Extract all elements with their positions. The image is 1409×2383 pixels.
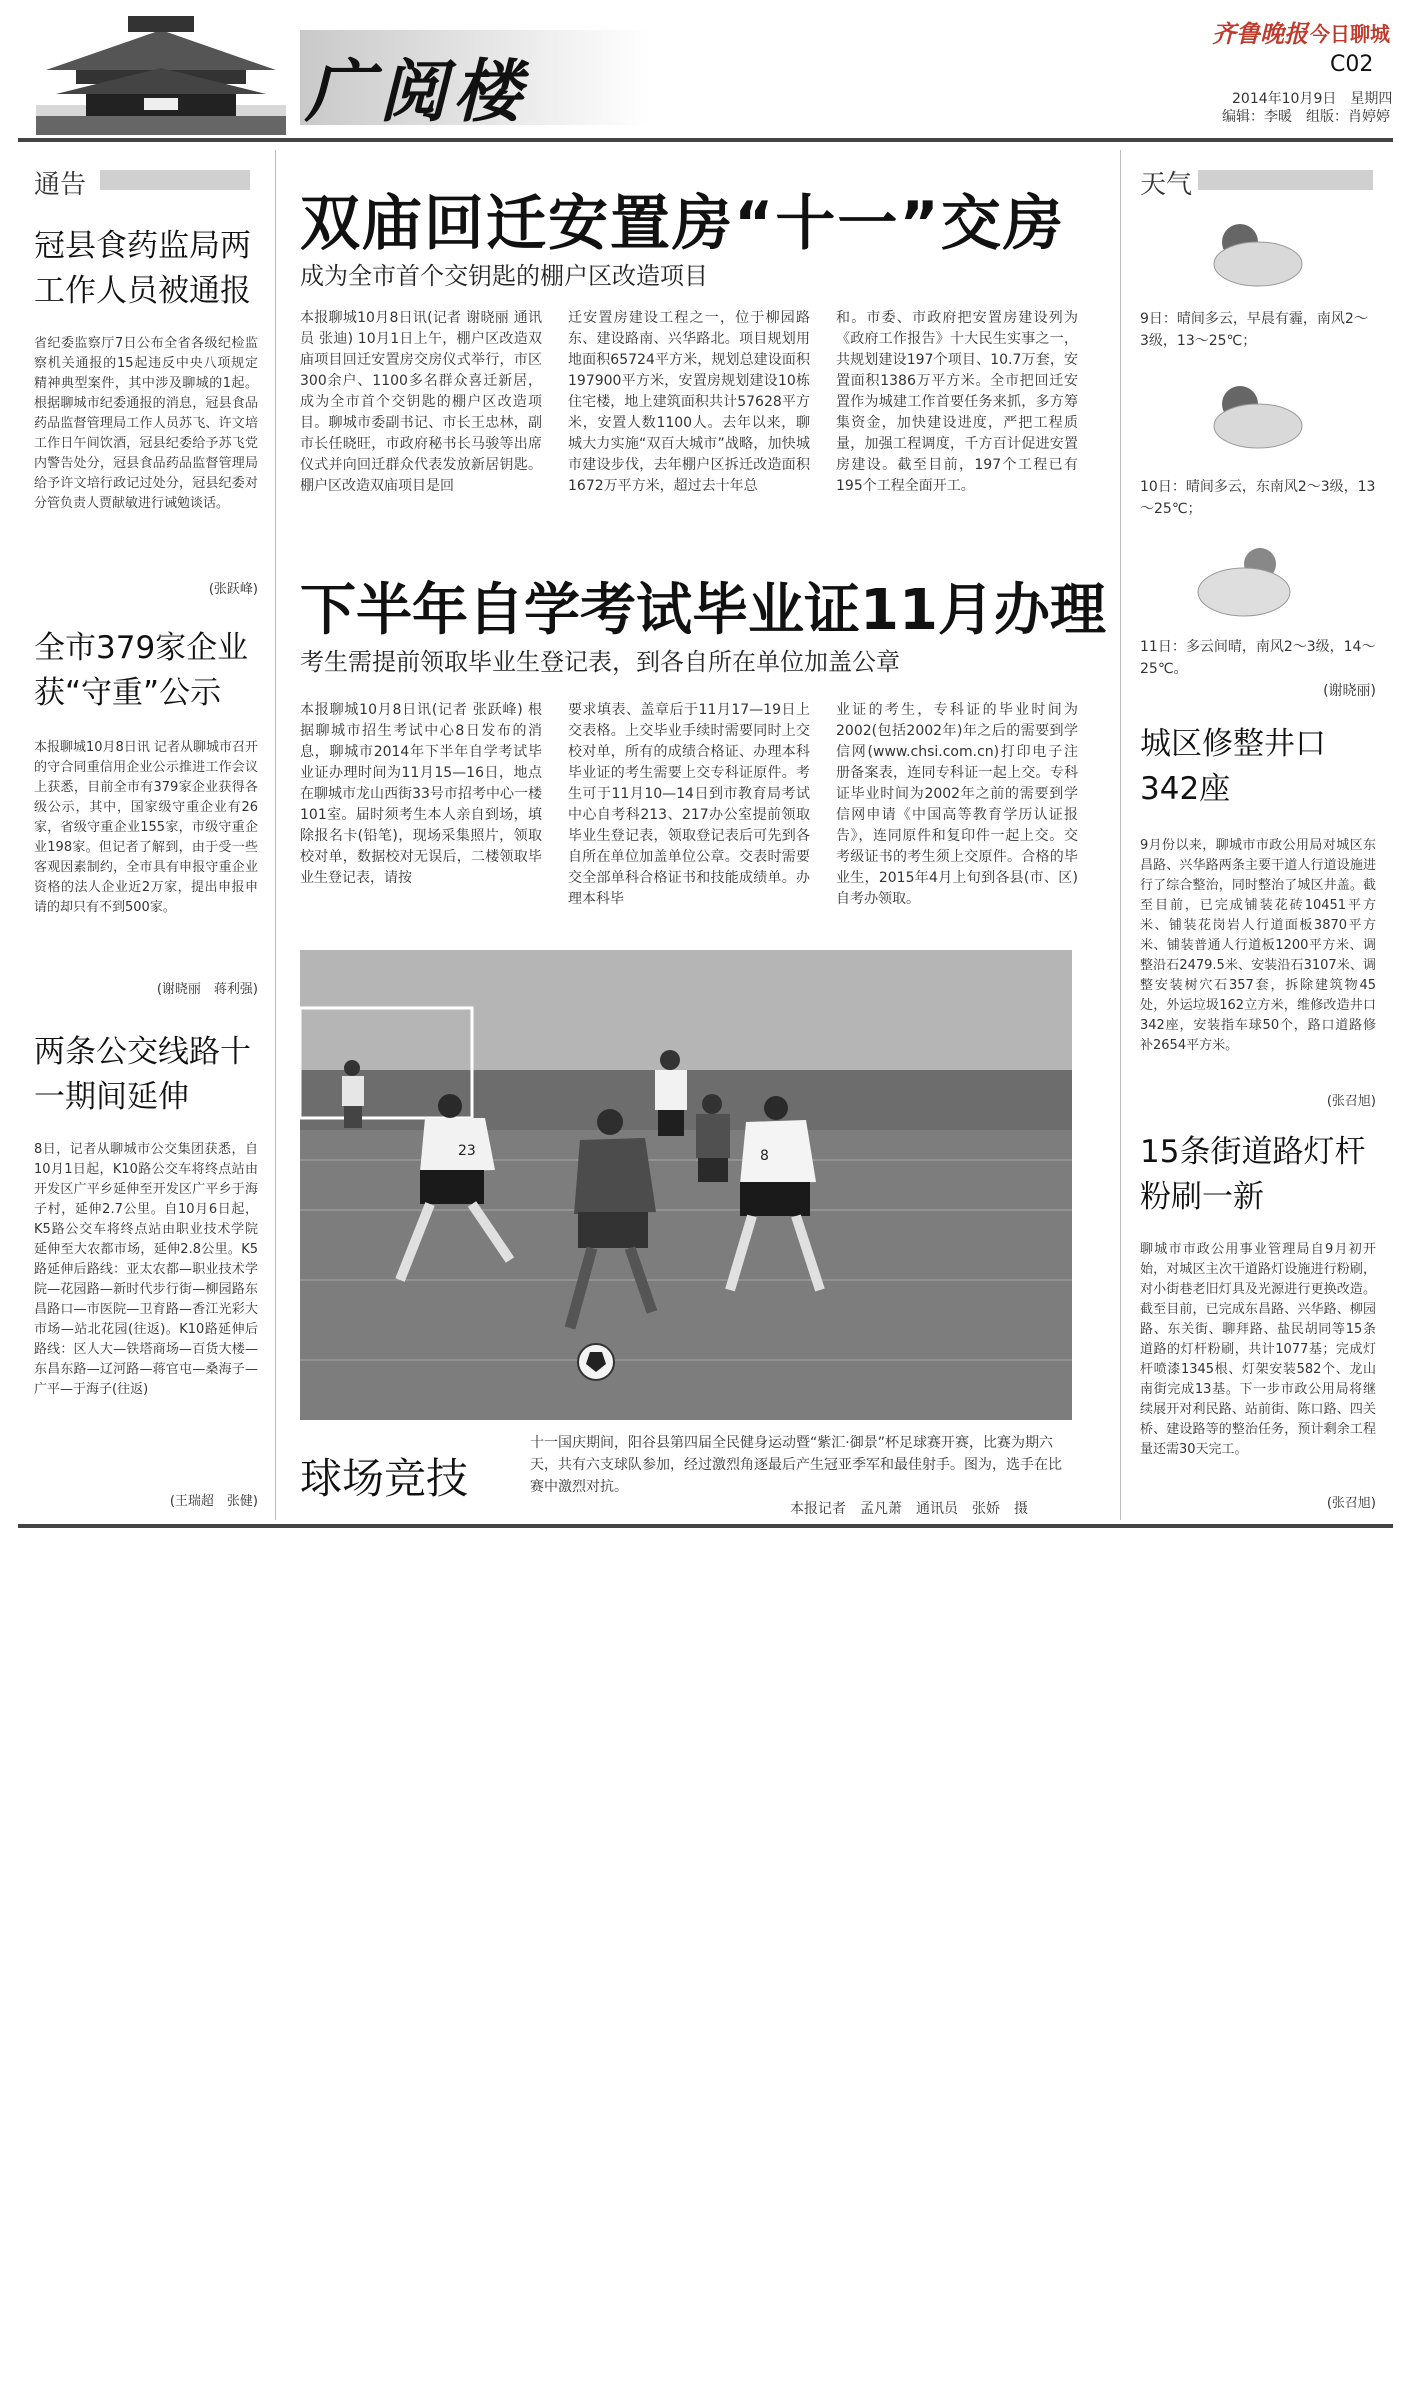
masthead <box>0 0 1409 150</box>
label-bar <box>1198 170 1373 190</box>
bottom-rule <box>18 1524 1393 1528</box>
article-column: 迁安置房建设工程之一，位于柳园路东、建设路南、兴华路北。项目规划用地面积65724平方米，规划总建设面积197900平方米，安置房规划建设10栋住宅楼，地上建筑面积共计57628平方米，安置人数1100人。去年以来，聊城大力实施“双百大城市”战略，加快城市建设步伐，去年棚户区拆迁改造面积1672万平方米，超过去十年总 <box>568 310 810 494</box>
top-rule <box>18 138 1393 142</box>
weather-forecast: 9日：晴间多云，早晨有霾，南风2～3级，13～25℃； <box>1140 311 1368 349</box>
article-body: 9月份以来，聊城市市政公用局对城区东昌路、兴华路两条主要干道人行道设施进行了综合整治，同时整治了城区井盖。截至目前，已完成铺装花砖10451平方米、铺装花岗岩人行道面板3870平方米、铺装普通人行道板1200平方米、调整沿石2479.5米、安装沿石3107米、调整安装树穴石357套，拆除建筑物45处，外运垃圾162立方米，维修改造井口342座，安装指车球50个，路口道路修补2654平方米。 <box>1140 838 1376 1053</box>
photo-caption: 十一国庆期间，阳谷县第四届全民健身运动暨“紫汇·御景”杯足球赛开赛，比赛为期六天，共有六支球队参加，经过激烈角逐最后产生冠亚季军和最佳射手。图为，选手在比赛中激烈对抗。 <box>530 1435 1062 1495</box>
headline: 下半年自学考试毕业证11月办理 <box>300 578 1106 643</box>
section-name: 今日聊城 <box>1310 22 1390 46</box>
page-number: C02 <box>1330 52 1374 77</box>
article-byline: (谢晓丽 蒋利强) <box>156 982 258 997</box>
article-column: 本报聊城10月8日讯(记者 谢晓丽 通讯员 张迪) 10月1日上午，棚户区改造双庙项目回迁安置房交房仪式举行，市区300余户、1100多名群众喜迁新居，成为全市首个交钥匙的棚户区改造项目。聊城市委副书记、市长王忠林，副市长任晓旺，市政府秘书长马骏等出席仪式并向回迁群众代表发放新居钥匙。棚户区改造双庙项目是回 <box>300 310 542 494</box>
partly-cloudy-icon <box>1190 374 1310 454</box>
article-body: 省纪委监察厅7日公布全省各级纪检监察机关通报的15起违反中央八项规定精神典型案件，其中涉及聊城的1起。根据聊城市纪委通报的消息，冠县食品药品监督管理局工作人员苏飞、许文培工作日午间饮酒，冠县纪委给予苏飞党内警告处分，冠县食品药品监督管理局给予许文培行政记过处分，冠县纪委对分管负责人贾献敏进行诫勉谈话。 <box>34 336 258 511</box>
right-column-label: 天气 <box>1140 170 1193 200</box>
article-byline: (张跃峰) <box>208 582 258 597</box>
photo-credit: 本报记者 孟凡萧 通讯员 张娇 摄 <box>790 1501 1028 1517</box>
article-column: 业证的考生，专科证的毕业时间为2002(包括2002年)年之后的需要到学信网(www.chsi.com.cn)打印电子注册备案表，连同专科证一起上交。专科证毕业时间为2002年之前的需要到学信网申请《中国高等教育学历认证报告》，连同原件和复印件一起上交。交考级证书的考生须上交原件。合格的毕业生，2015年4月上旬到各县(市、区)自考办领取。 <box>836 702 1078 907</box>
issue-date: 2014年10月9日 星期四 <box>1232 91 1393 107</box>
column-title: 广阅楼 <box>305 52 528 132</box>
weather-byline: (谢晓丽) <box>1323 683 1376 699</box>
article-column: 和。市委、市政府把安置房建设列为《政府工作报告》十大民生实事之一，共规划建设197个项目、10.7万套，安置面积1386万平方米。全市把回迁安置作为城建工作首要任务来抓，多方筹集资金，加快建设进度，严把工程质量，加强工程调度，千方百计促进安置房建设。截至目前，197个工程已有195个工程全面开工。 <box>836 310 1078 494</box>
left-column-label: 通告 <box>34 170 87 200</box>
article-title: 冠县食药监局两工作人员被通报 <box>34 228 251 309</box>
photo-title: 球场竞技 <box>300 1454 469 1503</box>
pavilion-logo <box>36 10 286 135</box>
subheadline: 成为全市首个交钥匙的棚户区改造项目 <box>300 262 708 290</box>
editor-credits: 编辑：李暖 组版：肖婷婷 <box>1222 109 1390 125</box>
partly-cloudy-icon <box>1190 212 1310 292</box>
article-column: 本报聊城10月8日讯(记者 张跃峰) 根据聊城市招生考试中心8日发布的消息，聊城市2014年下半年自学考试毕业证办理时间为11月15—16日，地点在聊城市龙山西街33号市招考中心一楼101室。届时须考生本人亲自到场，填除报名卡(铅笔)，现场采集照片，领取校对单，数据校对无误后，二楼领取毕业生登记表，请按 <box>300 702 542 886</box>
cloudy-sun-icon <box>1190 540 1310 620</box>
article-byline: (张召旭) <box>1326 1496 1376 1511</box>
svg-text:8: 8 <box>760 1148 769 1164</box>
column-divider <box>1120 150 1121 1520</box>
subheadline: 考生需提前领取毕业生登记表，到各自所在单位加盖公章 <box>300 648 900 676</box>
article-column: 要求填表、盖章后于11月17—19日上交表格。上交毕业手续时需要同时上交校对单，所有的成绩合格证、办理本科毕业证的考生需要上交专科证原件。考生可于11月10—14日到市教育局考试中心自考科213、217办公室提前领取毕业生登记表，领取登记表后可先到各自所在单位加盖单位公章。交表时需要交全部单科合格证书和技能成绩单。办理本科毕 <box>568 702 810 907</box>
weather-forecast: 11日：多云间晴，南风2～3级，14～25℃。 <box>1140 639 1376 677</box>
article-body: 8日，记者从聊城市公交集团获悉，自10月1日起，K10路公交车将终点站由开发区广平乡延伸至开发区广平乡于海子村，延伸2.7公里。自10月6日起，K5路公交车将终点站由职业技术学院延伸至大农都市场，延伸2.8公里。K5路延伸后路线：亚太农都—职业技术学院—花园路—新时代步行街—柳园路东昌路口—市医院—卫育路—香江光彩大市场—站北花园(往返)。K10路延伸后路线：区人大—铁塔商场—百货大楼—东昌东路—辽河路—蒋官屯—桑海子—广平—于海子(往返) <box>34 1142 258 1397</box>
football-photo <box>300 950 1072 1420</box>
article-title: 全市379家企业获“守重”公示 <box>34 630 249 711</box>
football <box>578 1344 614 1380</box>
article-byline: (张召旭) <box>1326 1094 1376 1109</box>
article-title: 15条街道路灯杆粉刷一新 <box>1140 1134 1366 1215</box>
article-body: 本报聊城10月8日讯 记者从聊城市召开的守合同重信用企业公示推进工作会议上获悉，目前全市有379家企业获得各级公示，其中，国家级守重企业有26家，省级守重企业155家，市级守重企业198家。但记者了解到，由于受一些客观因素制约，全市具有申报守重企业资格的法人企业近2万家，提出申报申请的却只有不到500家。 <box>34 740 258 915</box>
paper-name: 齐鲁晚报 <box>1212 19 1308 48</box>
headline: 双庙回迁安置房“十一”交房 <box>300 189 1065 259</box>
column-divider <box>275 150 276 1520</box>
article-body: 聊城市市政公用事业管理局自9月初开始，对城区主次干道路灯设施进行粉刷，对小街巷老旧灯具及光源进行更换改造。截至目前，已完成东昌路、兴华路、柳园路、东关街、聊拜路、盐民胡同等15条道路的灯杆粉刷，共计1077基；完成灯杆喷漆1345根、灯架安装582个、龙山南街完成13基。下一步市政公用局将继续展开对利民路、站前街、陈口路、四关桥、建设路等的整治任务，预计剩余工程量还需30天完工。 <box>1140 1242 1376 1457</box>
weather-forecast: 10日：晴间多云，东南风2～3级，13～25℃； <box>1140 479 1376 517</box>
svg-text:23: 23 <box>458 1143 476 1159</box>
label-bar <box>100 170 250 190</box>
article-byline: (王瑞超 张健) <box>169 1494 258 1509</box>
article-title: 两条公交线路十一期间延伸 <box>34 1034 251 1115</box>
article-title: 城区修整井口342座 <box>1140 726 1326 807</box>
